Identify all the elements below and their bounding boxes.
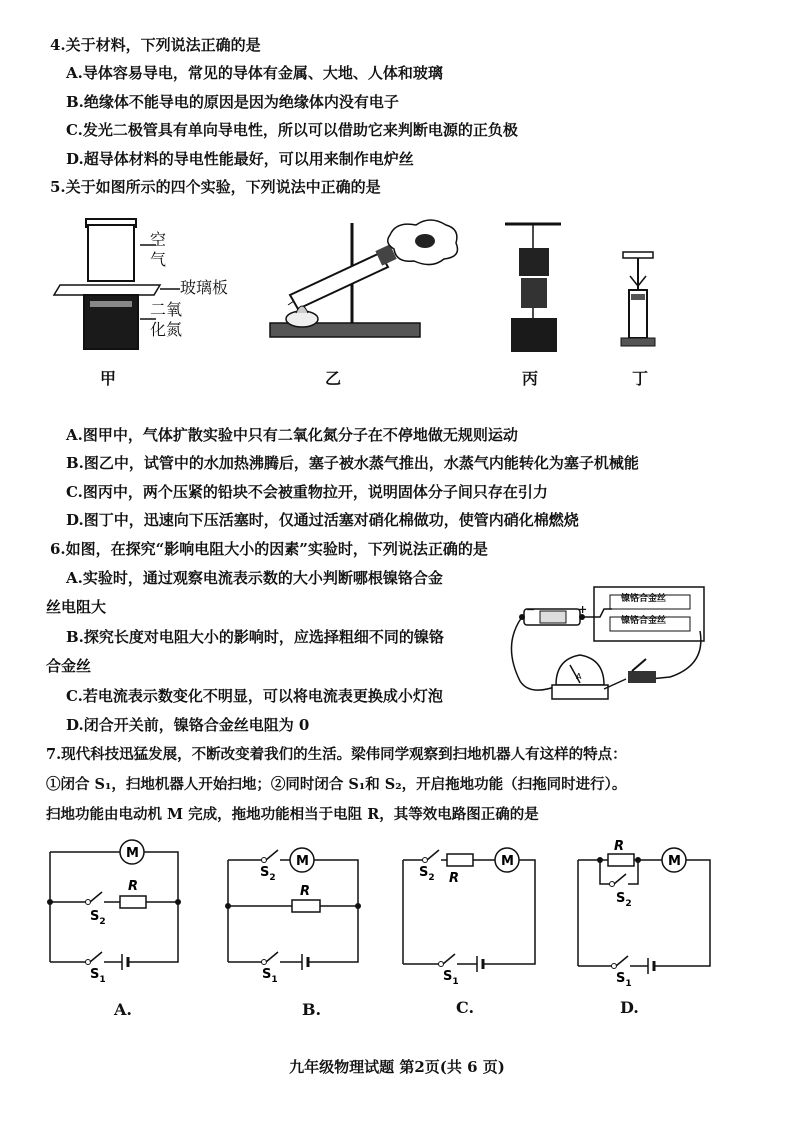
circuit-c-s2-sub: 2 <box>428 873 435 883</box>
q4-option-d: D.超导体材料的导电性能最好，可以用来制作电炉丝 <box>66 150 414 168</box>
caption-bing: 丙 <box>522 369 539 388</box>
svg-text:S1 <box>616 971 632 989</box>
circuit-c-s1-label: S <box>443 969 453 984</box>
q5-option-c: C.图丙中，两个压紧的铅块不会被重物拉开，说明固体分子间只存在引力 <box>66 483 548 501</box>
circuit-d-s1-sub: 1 <box>625 979 632 989</box>
caption-circuit-a: A. <box>114 1000 132 1019</box>
circuit-d-resistor-label: R <box>614 839 625 854</box>
q6-battery-minus: − <box>526 603 536 616</box>
svg-text:S2 <box>90 909 106 927</box>
circuit-b-s1-sub: 1 <box>271 975 278 985</box>
jia-label-no2-1: 二氧 <box>150 300 183 319</box>
svg-text:S2 <box>419 865 435 883</box>
q6-wire-label-2: 镍铬合金丝 <box>621 616 667 626</box>
circuit-b-s2-label: S <box>260 865 270 880</box>
q6-stem: 6.如图，在探究“影响电阻大小的因素”实验时，下列说法正确的是 <box>50 540 488 558</box>
figure-yi-test-tube <box>260 215 470 345</box>
circuit-a <box>50 838 190 985</box>
q4-option-b: B.绝缘体不能导电的原因是因为绝缘体内没有电子 <box>66 93 399 111</box>
q7-line-1: 7.现代科技迅猛发展，不断改变着我们的生活。梁伟同学观察到扫地机器人有这样的特点： <box>46 746 627 763</box>
q5-stem: 5.关于如图所示的四个实验，下列说法中正确的是 <box>50 178 381 196</box>
svg-text:S2 <box>616 891 632 909</box>
q5-option-b: B.图乙中，试管中的水加热沸腾后，塞子被水蒸气推出，水蒸气内能转化为塞子机械能 <box>66 454 639 472</box>
circuit-a-s2-sub: 2 <box>99 917 106 927</box>
caption-circuit-c: C. <box>456 998 475 1017</box>
q5-option-a: A.图甲中，气体扩散实验中只有二氧化氮分子在不停地做无规则运动 <box>66 426 518 444</box>
q6-option-b-2: 合金丝 <box>46 657 92 675</box>
caption-circuit-b: B. <box>302 1000 322 1019</box>
q7-line-3: 扫地功能由电动机 M 完成，拖地功能相当于电阻 R，其等效电路图正确的是 <box>46 806 539 823</box>
q6-option-b-1: B.探究长度对电阻大小的影响时，应选择粗细不同的镍铬 <box>66 628 444 646</box>
circuit-d-s2-label: S <box>616 891 626 906</box>
page-footer: 九年级物理试题 第2页(共 6 页) <box>289 1058 505 1076</box>
circuit-a-s1-sub: 1 <box>99 975 106 985</box>
q6-option-a-2: 丝电阻大 <box>46 598 107 616</box>
svg-text:S2 <box>260 865 276 883</box>
circuit-b-motor-label: M <box>296 854 309 869</box>
q4-stem: 4.关于材料，下列说法正确的是 <box>50 36 261 54</box>
circuit-b <box>228 850 368 985</box>
caption-yi: 乙 <box>325 369 342 388</box>
caption-ding: 丁 <box>632 369 649 388</box>
circuit-a-s1-label: S <box>90 967 100 982</box>
jia-label-kong: 空 <box>150 230 167 249</box>
svg-text:S1 <box>262 967 278 985</box>
caption-jia: 甲 <box>100 369 117 388</box>
svg-text:A: A <box>576 672 582 681</box>
circuit-c-resistor-label: R <box>449 871 460 886</box>
svg-text:S1 <box>90 967 106 985</box>
q6-option-c: C.若电流表示数变化不明显，可以将电流表更换成小灯泡 <box>66 687 443 705</box>
circuit-b-s2-sub: 2 <box>269 873 276 883</box>
circuit-b-resistor-label: R <box>300 884 311 899</box>
circuit-c-motor-label: M <box>501 854 514 869</box>
figure-bing-lead-blocks <box>505 222 565 352</box>
circuit-d <box>578 839 718 989</box>
circuit-a-motor-label: M <box>126 846 139 861</box>
circuit-c-s1-sub: 1 <box>452 977 459 987</box>
circuit-d-s1-label: S <box>616 971 626 986</box>
jia-label-qi: 气 <box>150 250 167 269</box>
circuit-a-s2-label: S <box>90 909 100 924</box>
q4-option-c: C.发光二极管具有单向导电性，所以可以借助它来判断电源的正负极 <box>66 121 518 139</box>
caption-circuit-d: D. <box>620 998 639 1017</box>
q6-option-d: D.闭合开关前，镍铬合金丝电阻为 0 <box>66 716 310 734</box>
q7-line-2: ①闭合 S₁，扫地机器人开始扫地；②同时闭合 S₁和 S₂，开启拖地功能（扫拖同时进行）。 <box>46 776 627 793</box>
q6-battery-plus: + <box>578 603 588 616</box>
circuit-c-s2-label: S <box>419 865 429 880</box>
circuit-b-s1-label: S <box>262 967 272 982</box>
circuit-d-motor-label: M <box>668 854 681 869</box>
jia-label-no2-2: 化氮 <box>150 320 183 339</box>
svg-text:S1 <box>443 969 459 987</box>
q6-option-a-1: A.实验时，通过观察电流表示数的大小判断哪根镍铬合金 <box>66 569 443 587</box>
circuit-a-resistor-label: R <box>128 879 139 894</box>
q4-option-a: A.导体容易导电，常见的导体有金属、大地、人体和玻璃 <box>66 64 443 82</box>
circuit-d-s2-sub: 2 <box>625 899 632 909</box>
q5-option-d: D.图丁中，迅速向下压活塞时，仅通过活塞对硝化棉做功，使管内硝化棉燃烧 <box>66 511 579 529</box>
jia-label-glass: 玻璃板 <box>180 278 229 297</box>
figure-ding-piston <box>615 250 665 350</box>
circuit-c <box>403 848 543 987</box>
q6-wire-label-1: 镍铬合金丝 <box>621 594 667 604</box>
